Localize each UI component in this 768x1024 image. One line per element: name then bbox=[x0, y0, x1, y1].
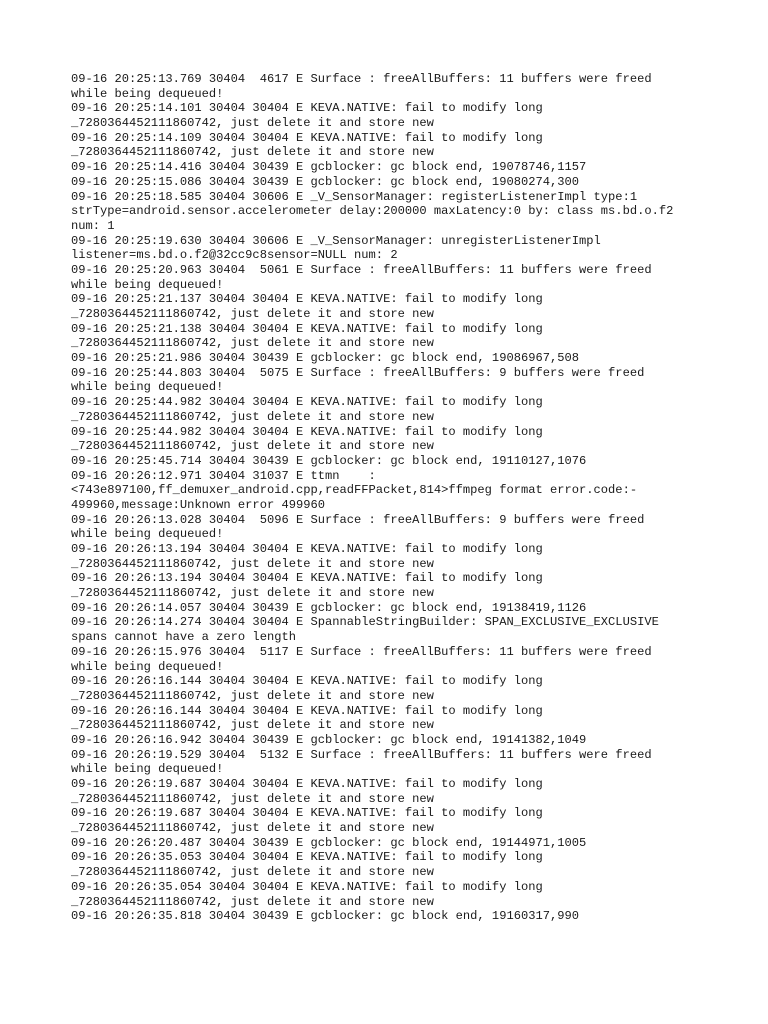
log-line: 09-16 20:25:20.963 30404 5061 E Surface : freeAllBuffers: 11 buffers were freed bbox=[71, 262, 652, 277]
log-line: _7280364452111860742, just delete it and store new bbox=[71, 688, 434, 703]
log-line: 09-16 20:26:16.942 30404 30439 E gcblocker: gc block end, 19141382,1049 bbox=[71, 732, 587, 747]
log-line: while being dequeued! bbox=[71, 277, 224, 292]
log-line: 09-16 20:25:21.137 30404 30404 E KEVA.NATIVE: fail to modify long bbox=[71, 292, 543, 307]
log-line: 09-16 20:26:19.687 30404 30404 E KEVA.NATIVE: fail to modify long bbox=[71, 777, 543, 791]
log-line: _7280364452111860742, just delete it and store new bbox=[71, 336, 434, 351]
log-line: num: 1 bbox=[71, 218, 115, 233]
log-line: _7280364452111860742, just delete it and store new bbox=[71, 556, 434, 571]
log-line: _7280364452111860742, just delete it and store new bbox=[71, 894, 434, 909]
log-line: 09-16 20:26:19.529 30404 5132 E Surface : freeAllBuffers: 11 buffers were freed bbox=[71, 747, 652, 762]
log-line: 09-16 20:25:18.585 30404 30606 E _V_SensorManager: registerListenerImpl type:1 bbox=[71, 189, 638, 204]
log-line: 09-16 20:25:44.982 30404 30404 E KEVA.NATIVE: fail to modify long bbox=[71, 424, 543, 439]
log-line: _7280364452111860742, just delete it and store new bbox=[71, 307, 434, 321]
log-line: 09-16 20:25:14.109 30404 30404 E KEVA.NATIVE: fail to modify long bbox=[71, 130, 543, 145]
log-line: 09-16 20:25:14.416 30404 30439 E gcblocker: gc block end, 19078746,1157 bbox=[71, 160, 587, 175]
log-line: 09-16 20:26:13.194 30404 30404 E KEVA.NATIVE: fail to modify long bbox=[71, 542, 543, 556]
log-line: _7280364452111860742, just delete it and store new bbox=[71, 409, 434, 424]
log-line: 09-16 20:26:35.053 30404 30404 E KEVA.NATIVE: fail to modify long bbox=[71, 850, 543, 865]
log-line: 09-16 20:25:13.769 30404 4617 E Surface : freeAllBuffers: 11 buffers were freed bbox=[71, 72, 652, 86]
log-line: 09-16 20:25:15.086 30404 30439 E gcblocker: gc block end, 19080274,300 bbox=[71, 174, 580, 189]
log-line: 09-16 20:25:19.630 30404 30606 E _V_SensorManager: unregisterListenerImpl bbox=[71, 233, 601, 248]
log-line: 09-16 20:25:21.986 30404 30439 E gcblocker: gc block end, 19086967,508 bbox=[71, 351, 580, 366]
log-line: listener=ms.bd.o.f2@32cc9c8sensor=NULL num: 2 bbox=[71, 248, 398, 263]
log-line: 09-16 20:26:14.274 30404 30404 E SpannableStringBuilder: SPAN_EXCLUSIVE_EXCLUSIVE bbox=[71, 615, 659, 630]
log-line: _7280364452111860742, just delete it and store new bbox=[71, 116, 434, 131]
log-line: 09-16 20:26:19.687 30404 30404 E KEVA.NATIVE: fail to modify long bbox=[71, 806, 543, 821]
log-line: _7280364452111860742, just delete it and store new bbox=[71, 865, 434, 880]
log-line: 09-16 20:26:16.144 30404 30404 E KEVA.NATIVE: fail to modify long bbox=[71, 674, 543, 689]
log-line: 09-16 20:26:16.144 30404 30404 E KEVA.NATIVE: fail to modify long bbox=[71, 703, 543, 718]
log-line: _7280364452111860742, just delete it and store new bbox=[71, 821, 434, 836]
log-line: 09-16 20:25:44.803 30404 5075 E Surface : freeAllBuffers: 9 buffers were freed bbox=[71, 365, 645, 380]
log-line: 09-16 20:26:35.054 30404 30404 E KEVA.NATIVE: fail to modify long bbox=[71, 879, 543, 894]
log-line: <743e897100,ff_demuxer_android.cpp,readFFPacket,814>ffmpeg format error.code:- bbox=[71, 483, 638, 498]
log-line: while being dequeued! bbox=[71, 659, 224, 674]
log-line: 09-16 20:25:45.714 30404 30439 E gcblocker: gc block end, 19110127,1076 bbox=[71, 453, 587, 468]
log-line: spans cannot have a zero length bbox=[71, 630, 296, 645]
log-line: 09-16 20:25:44.982 30404 30404 E KEVA.NATIVE: fail to modify long bbox=[71, 395, 543, 410]
log-text-block bbox=[71, 72, 711, 924]
log-line: 499960,message:Unknown error 499960 bbox=[71, 497, 326, 512]
log-line: _7280364452111860742, just delete it and store new bbox=[71, 718, 434, 733]
log-line: while being dequeued! bbox=[71, 380, 224, 395]
log-line: while being dequeued! bbox=[71, 527, 224, 542]
log-line: 09-16 20:26:12.971 30404 31037 E ttmn : bbox=[71, 468, 376, 483]
log-line: 09-16 20:25:14.101 30404 30404 E KEVA.NATIVE: fail to modify long bbox=[71, 101, 543, 116]
log-line: 09-16 20:26:14.057 30404 30439 E gcblocker: gc block end, 19138419,1126 bbox=[71, 600, 587, 615]
log-line: 09-16 20:25:21.138 30404 30404 E KEVA.NATIVE: fail to modify long bbox=[71, 321, 543, 336]
log-line: _7280364452111860742, just delete it and store new bbox=[71, 586, 434, 601]
log-line: 09-16 20:26:15.976 30404 5117 E Surface : freeAllBuffers: 11 buffers were freed bbox=[71, 644, 652, 659]
log-line: 09-16 20:26:20.487 30404 30439 E gcblocker: gc block end, 19144971,1005 bbox=[71, 835, 587, 850]
log-line: 09-16 20:26:13.028 30404 5096 E Surface : freeAllBuffers: 9 buffers were freed bbox=[71, 512, 645, 527]
log-line: strType=android.sensor.accelerometer delay:200000 maxLatency:0 by: class ms.bd.o.f2 bbox=[71, 204, 674, 219]
log-line: _7280364452111860742, just delete it and store new bbox=[71, 791, 434, 806]
log-line: _7280364452111860742, just delete it and store new bbox=[71, 439, 434, 454]
log-line: _7280364452111860742, just delete it and store new bbox=[71, 145, 434, 160]
log-line: while being dequeued! bbox=[71, 762, 224, 777]
log-line: 09-16 20:26:35.818 30404 30439 E gcblocker: gc block end, 19160317,990 bbox=[71, 909, 580, 924]
log-line: 09-16 20:26:13.194 30404 30404 E KEVA.NATIVE: fail to modify long bbox=[71, 571, 543, 586]
log-line: while being dequeued! bbox=[71, 86, 224, 101]
